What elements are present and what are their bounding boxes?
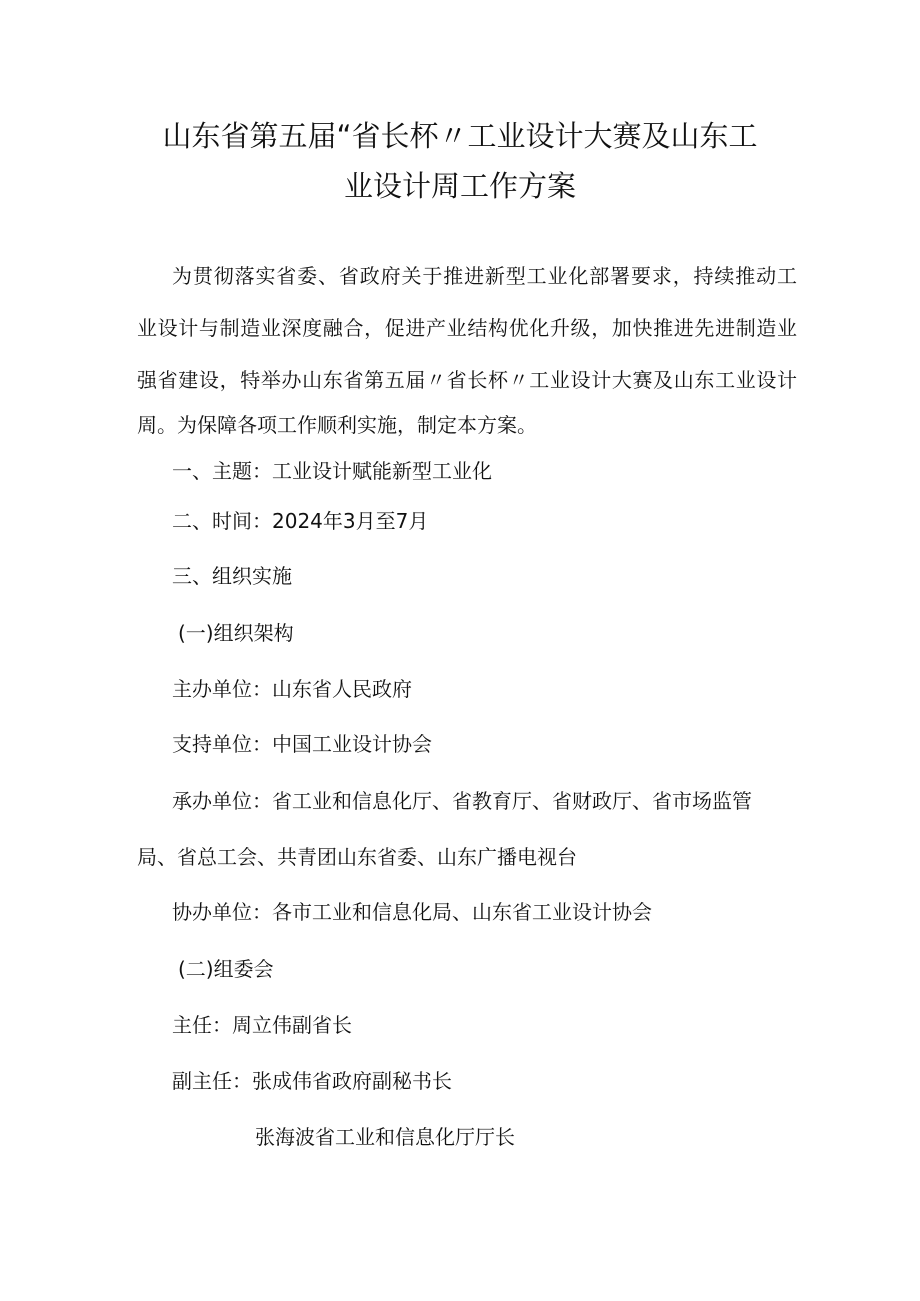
organizer-unit-line-2: 局、省总工会、共青团山东省委、山东广播电视台 bbox=[137, 845, 577, 869]
section-time: 二、时间：2024年3月至7月 bbox=[172, 509, 429, 533]
section-theme: 一、主题：工业设计赋能新型工业化 bbox=[172, 459, 492, 483]
intro-line-3: 强省建设，特举办山东省第五届〃省长杯〃工业设计大赛及山东工业设计 bbox=[137, 368, 797, 392]
document-title-line-2: 业设计周工作方案 bbox=[343, 169, 576, 203]
document-title-line-1: 山东省第五届“省长杯〃工业设计大赛及山东工 bbox=[162, 119, 758, 153]
intro-line-4: 周。为保障各项工作顺利实施，制定本方案。 bbox=[137, 413, 537, 437]
host-unit: 主办单位：山东省人民政府 bbox=[172, 677, 412, 701]
subsection-committee-heading: (二)组委会 bbox=[178, 957, 274, 981]
intro-line-2: 业设计与制造业深度融合，促进产业结构优化升级，加快推进先进制造业 bbox=[137, 316, 797, 340]
subsection-structure-heading: (一)组织架构 bbox=[178, 621, 294, 645]
committee-director: 主任：周立伟副省长 bbox=[172, 1013, 352, 1037]
section-organization-heading: 三、组织实施 bbox=[172, 564, 292, 588]
intro-line-1: 为贯彻落实省委、省政府关于推进新型工业化部署要求，持续推动工 bbox=[172, 264, 797, 288]
organizer-unit-line-1: 承办单位：省工业和信息化厅、省教育厅、省财政厅、省市场监管 bbox=[172, 789, 752, 813]
co-organizer-unit: 协办单位：各市工业和信息化局、山东省工业设计协会 bbox=[172, 900, 652, 924]
committee-deputy-director: 副主任：张成伟省政府副秘书长 bbox=[172, 1069, 452, 1093]
support-unit: 支持单位：中国工业设计协会 bbox=[172, 732, 432, 756]
committee-deputy-director-2: 张海波省工业和信息化厅厅长 bbox=[255, 1125, 515, 1149]
